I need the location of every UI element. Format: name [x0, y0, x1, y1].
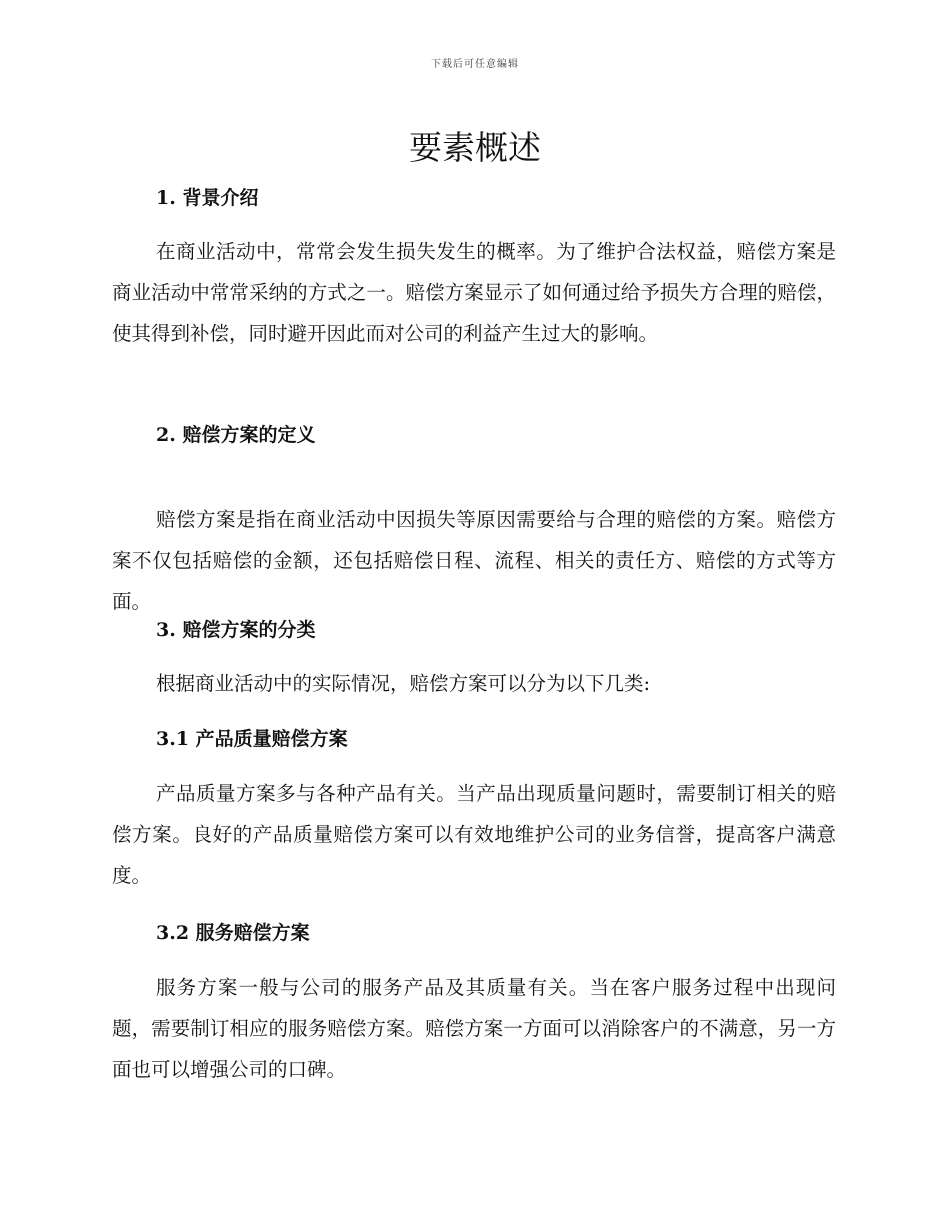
section-body-background: 在商业活动中，常常会发生损失发生的概率。为了维护合法权益，赔偿方案是商业活动中常常采纳的方式之一。赔偿方案显示了如何通过给予损失方合理的赔偿，使其得到补偿，同时避开因此而对公司的利益产生过大的影响。	[112, 240, 836, 345]
section-heading-service: 3.2 服务赔偿方案	[156, 922, 310, 944]
header-note: 下载后可任意编辑	[431, 59, 519, 70]
section-heading-classification: 3. 赔偿方案的分类	[156, 619, 316, 641]
section-body-definition: 赔偿方案是指在商业活动中因损失等原因需要给与合理的赔偿的方案。赔偿方案不仅包括赔偿的金额，还包括赔偿日程、流程、相关的责任方、赔偿的方式等方面。	[112, 508, 836, 613]
section-heading-product-quality: 3.1 产品质量赔偿方案	[156, 728, 348, 750]
section-body-service: 服务方案一般与公司的服务产品及其质量有关。当在客户服务过程中出现问题，需要制订相应的服务赔偿方案。赔偿方案一方面可以消除客户的不满意，另一方面也可以增强公司的口碑。	[112, 976, 836, 1081]
section-heading-background: 1. 背景介绍	[156, 187, 259, 209]
section-body-product-quality: 产品质量方案多与各种产品有关。当产品出现质量问题时，需要制订相关的赔偿方案。良好的产品质量赔偿方案可以有效地维护公司的业务信誉，提高客户满意度。	[112, 782, 836, 887]
section-body-classification: 根据商业活动中的实际情况，赔偿方案可以分为以下几类:	[156, 672, 651, 695]
section-heading-definition: 2. 赔偿方案的定义	[156, 424, 316, 446]
document-title: 要素概述	[409, 128, 541, 167]
